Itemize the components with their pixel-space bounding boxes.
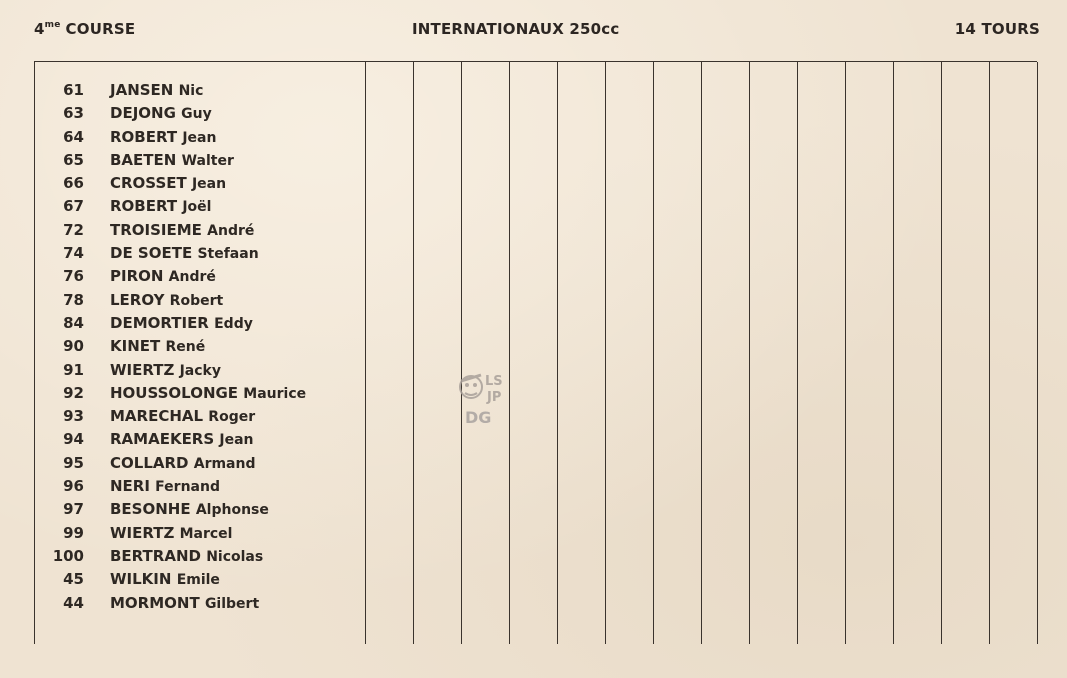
rider-last-name: COLLARD (110, 453, 189, 472)
rider-last-name: MARECHAL (110, 407, 204, 426)
lap-column-line (461, 62, 462, 644)
course-label: COURSE (65, 20, 136, 38)
rider-number: 78 (63, 290, 84, 309)
rider-first-name: Jean (182, 129, 217, 146)
lap-column-line (749, 62, 750, 644)
rider-number: 44 (63, 593, 84, 612)
lap-column-line (605, 62, 606, 644)
rider-first-name: Nicolas (206, 548, 264, 565)
rider-number: 92 (63, 383, 84, 402)
lap-column-line (941, 62, 942, 644)
rider-number: 61 (63, 81, 84, 99)
course-heading (34, 20, 135, 38)
course-number: 4 (34, 20, 45, 38)
rider-last-name: DEMORTIER (110, 313, 209, 332)
rider-last-name: WIERTZ (110, 523, 175, 542)
rider-last-name: PIRON (110, 267, 164, 286)
lap-column-line (989, 62, 990, 644)
rider-first-name: Jacky (179, 362, 221, 379)
rider-first-name: René (165, 339, 206, 356)
lap-column-line (509, 62, 510, 644)
rider-number: 66 (63, 174, 84, 193)
rider-last-name: MORMONT (110, 593, 200, 612)
rider-number: 100 (52, 546, 84, 565)
rider-number: 97 (63, 500, 84, 519)
rider-last-name: ROBERT (110, 127, 178, 146)
course-ordinal-suffix: me (44, 20, 61, 30)
header-rule (34, 61, 1037, 62)
rider-last-name: DE SOETE (110, 244, 193, 263)
rider-last-name: BAETEN (110, 150, 177, 169)
rider-number: 99 (63, 523, 84, 542)
rider-last-name: ROBERT (110, 197, 178, 216)
rider-name (110, 220, 254, 241)
rider-first-name: Eddy (214, 315, 253, 332)
rider-last-name: WIERTZ (110, 360, 175, 379)
rider-last-name: KINET (110, 337, 161, 356)
rider-first-name: Robert (169, 292, 224, 309)
rider-number: 93 (63, 407, 84, 426)
rider-first-name: Maurice (243, 385, 307, 402)
rider-name (110, 290, 223, 311)
rider-name (110, 569, 220, 590)
rider-number: 67 (63, 197, 84, 216)
rider-number: 64 (63, 127, 84, 146)
rider-name (110, 406, 255, 427)
rider-number: 96 (63, 477, 84, 496)
rider-last-name: RAMAEKERS (110, 430, 215, 449)
rider-name (110, 336, 205, 357)
rider-first-name: Emile (176, 572, 220, 589)
rider-last-name: BERTRAND (110, 546, 201, 565)
rider-name (110, 266, 216, 287)
rider-number: 90 (63, 337, 84, 356)
lap-count: 14 TOURS (954, 20, 1040, 38)
rider-name (110, 80, 203, 101)
rider-first-name: Joël (182, 199, 212, 216)
rider-first-name: Marcel (179, 525, 233, 542)
rider-first-name: Gilbert (204, 595, 260, 612)
rider-name (110, 173, 226, 194)
race-category: INTERNATIONAUX 250cc (412, 20, 620, 38)
rider-first-name: André (168, 269, 216, 286)
rider-first-name: Nic (178, 83, 204, 99)
rider-name (110, 429, 254, 450)
stamp-initials-bottom: JP (487, 390, 502, 405)
rider-last-name: LEROY (110, 290, 165, 309)
rider-name (110, 243, 259, 264)
rider-number: 84 (63, 313, 84, 332)
rider-last-name: HOUSSOLONGE (110, 383, 239, 402)
stamp-face-icon (455, 363, 525, 413)
stamp-text: DG (465, 408, 492, 427)
rider-first-name: Stefaan (197, 246, 259, 263)
rider-last-name: JANSEN (110, 81, 174, 99)
lap-column-line (34, 62, 35, 644)
rider-last-name: BESONHE (110, 500, 191, 519)
rider-name (110, 196, 211, 217)
rider-name (110, 499, 269, 520)
lap-column-line (701, 62, 702, 644)
rider-first-name: Alphonse (195, 502, 269, 519)
rider-name (110, 103, 212, 124)
lap-column-line (845, 62, 846, 644)
rider-number: 72 (63, 220, 84, 239)
rider-first-name: Jean (219, 432, 254, 449)
lap-column-line (797, 62, 798, 644)
rider-last-name: DEJONG (110, 104, 176, 123)
rider-last-name: WILKIN (110, 570, 172, 589)
collector-stamp (455, 363, 525, 433)
rider-number: 65 (63, 150, 84, 169)
lap-column-line (653, 62, 654, 644)
rider-name (110, 453, 256, 474)
rider-number: 95 (63, 453, 84, 472)
rider-last-name: NERI (110, 477, 150, 496)
lap-column-line (893, 62, 894, 644)
rider-name (110, 360, 221, 381)
lap-column-line (413, 62, 414, 644)
rider-last-name: TROISIEME (110, 220, 202, 239)
rider-number: 74 (63, 244, 84, 263)
rider-name (110, 150, 234, 171)
rider-first-name: Roger (208, 409, 256, 426)
stamp-initials-top: LS (485, 374, 503, 389)
rider-name (110, 127, 216, 148)
rider-number: 63 (63, 104, 84, 123)
rider-name (110, 523, 232, 544)
rider-number: 76 (63, 267, 84, 286)
rider-first-name: Jean (191, 176, 227, 193)
rider-first-name: Fernand (155, 479, 220, 496)
rider-number: 45 (63, 570, 84, 589)
rider-first-name: André (207, 222, 255, 239)
lap-column-line (365, 62, 366, 644)
rider-name (110, 313, 253, 334)
rider-first-name: Armand (193, 455, 256, 472)
rider-first-name: Guy (181, 106, 212, 123)
rider-number: 91 (63, 360, 84, 379)
rider-number: 94 (63, 430, 84, 449)
lap-column-line (1037, 62, 1038, 644)
rider-name (110, 593, 259, 614)
rider-name (110, 546, 263, 567)
rider-name (110, 383, 306, 404)
lap-column-line (557, 62, 558, 644)
rider-first-name: Walter (181, 152, 234, 169)
rider-last-name: CROSSET (110, 174, 187, 193)
rider-name (110, 476, 220, 497)
